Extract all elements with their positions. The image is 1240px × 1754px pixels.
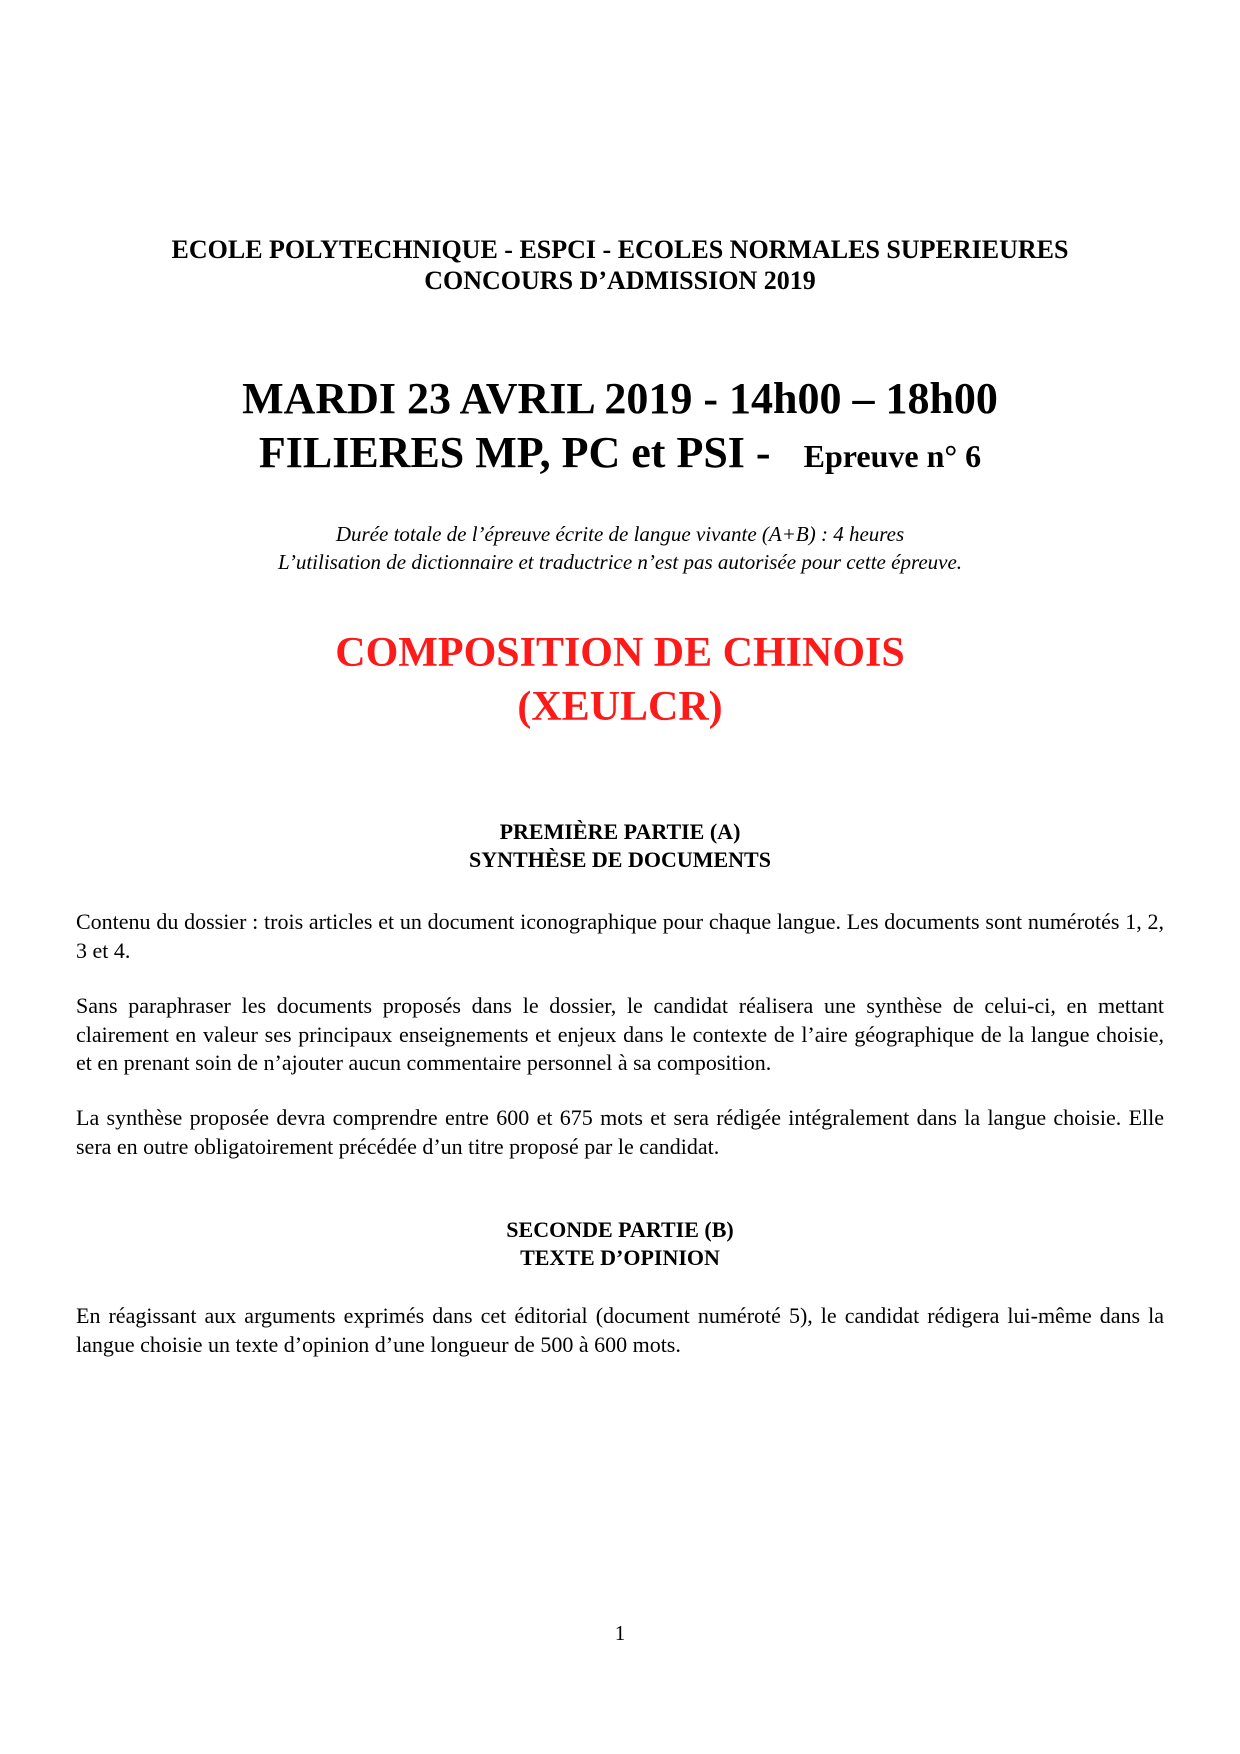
header-concours: CONCOURS D’ADMISSION 2019 <box>424 266 816 295</box>
part-a-paragraph-1: Contenu du dossier : trois articles et un document iconographique pour chaque langue. Les documents sont numérotés 1, 2, 3 et 4. <box>76 909 1164 963</box>
part-a-paragraph-2: Sans paraphraser les documents proposés dans le dossier, le candidat réalisera une synthèse de celui-ci, en mettant clairement en valeur ses principaux enseignements et enjeux dans le contexte de l’aire géographique de la langue choisie, et en prenant soin de n’ajouter aucun commentaire personnel à sa composition. <box>76 993 1164 1075</box>
dictionary-note: L’utilisation de dictionnaire et traductrice n’est pas autorisée pour cette épreuve. <box>277 550 963 574</box>
page-number: 1 <box>614 1621 626 1645</box>
part-b-paragraph-1: En réagissant aux arguments exprimés dans cet éditorial (document numéroté 5), le candidat rédigera lui-même dans la langue choisie un texte d’opinion d’une longueur de 500 à 600 mots. <box>76 1303 1164 1357</box>
part-a-paragraph-3: La synthèse proposée devra comprendre entre 600 et 675 mots et sera rédigée intégralement dans la langue choisie. Elle sera en outre obligatoirement précédée d’un titre proposé par le candidat. <box>76 1105 1164 1159</box>
composition-title: COMPOSITION DE CHINOIS <box>335 630 905 676</box>
exam-date-line: MARDI 23 AVRIL 2019 - 14h00 – 18h00 <box>242 374 998 423</box>
header-institutions: ECOLE POLYTECHNIQUE - ESPCI - ECOLES NORMALES SUPERIEURES <box>171 235 1069 264</box>
exam-filieres: FILIERES MP, PC et PSI - <box>258 428 771 477</box>
duration-note: Durée totale de l’épreuve écrite de langue vivante (A+B) : 4 heures <box>335 522 905 546</box>
exam-epreuve: Epreuve n° 6 <box>803 438 982 474</box>
composition-code: (XEULCR) <box>517 684 723 730</box>
part-a-heading: PREMIÈRE PARTIE (A) <box>499 819 741 844</box>
part-b-heading: SECONDE PARTIE (B) <box>506 1217 734 1242</box>
exam-filieres-line <box>0 428 1240 481</box>
part-a-subheading: SYNTHÈSE DE DOCUMENTS <box>469 847 771 872</box>
part-b-subheading: TEXTE D’OPINION <box>520 1245 720 1270</box>
